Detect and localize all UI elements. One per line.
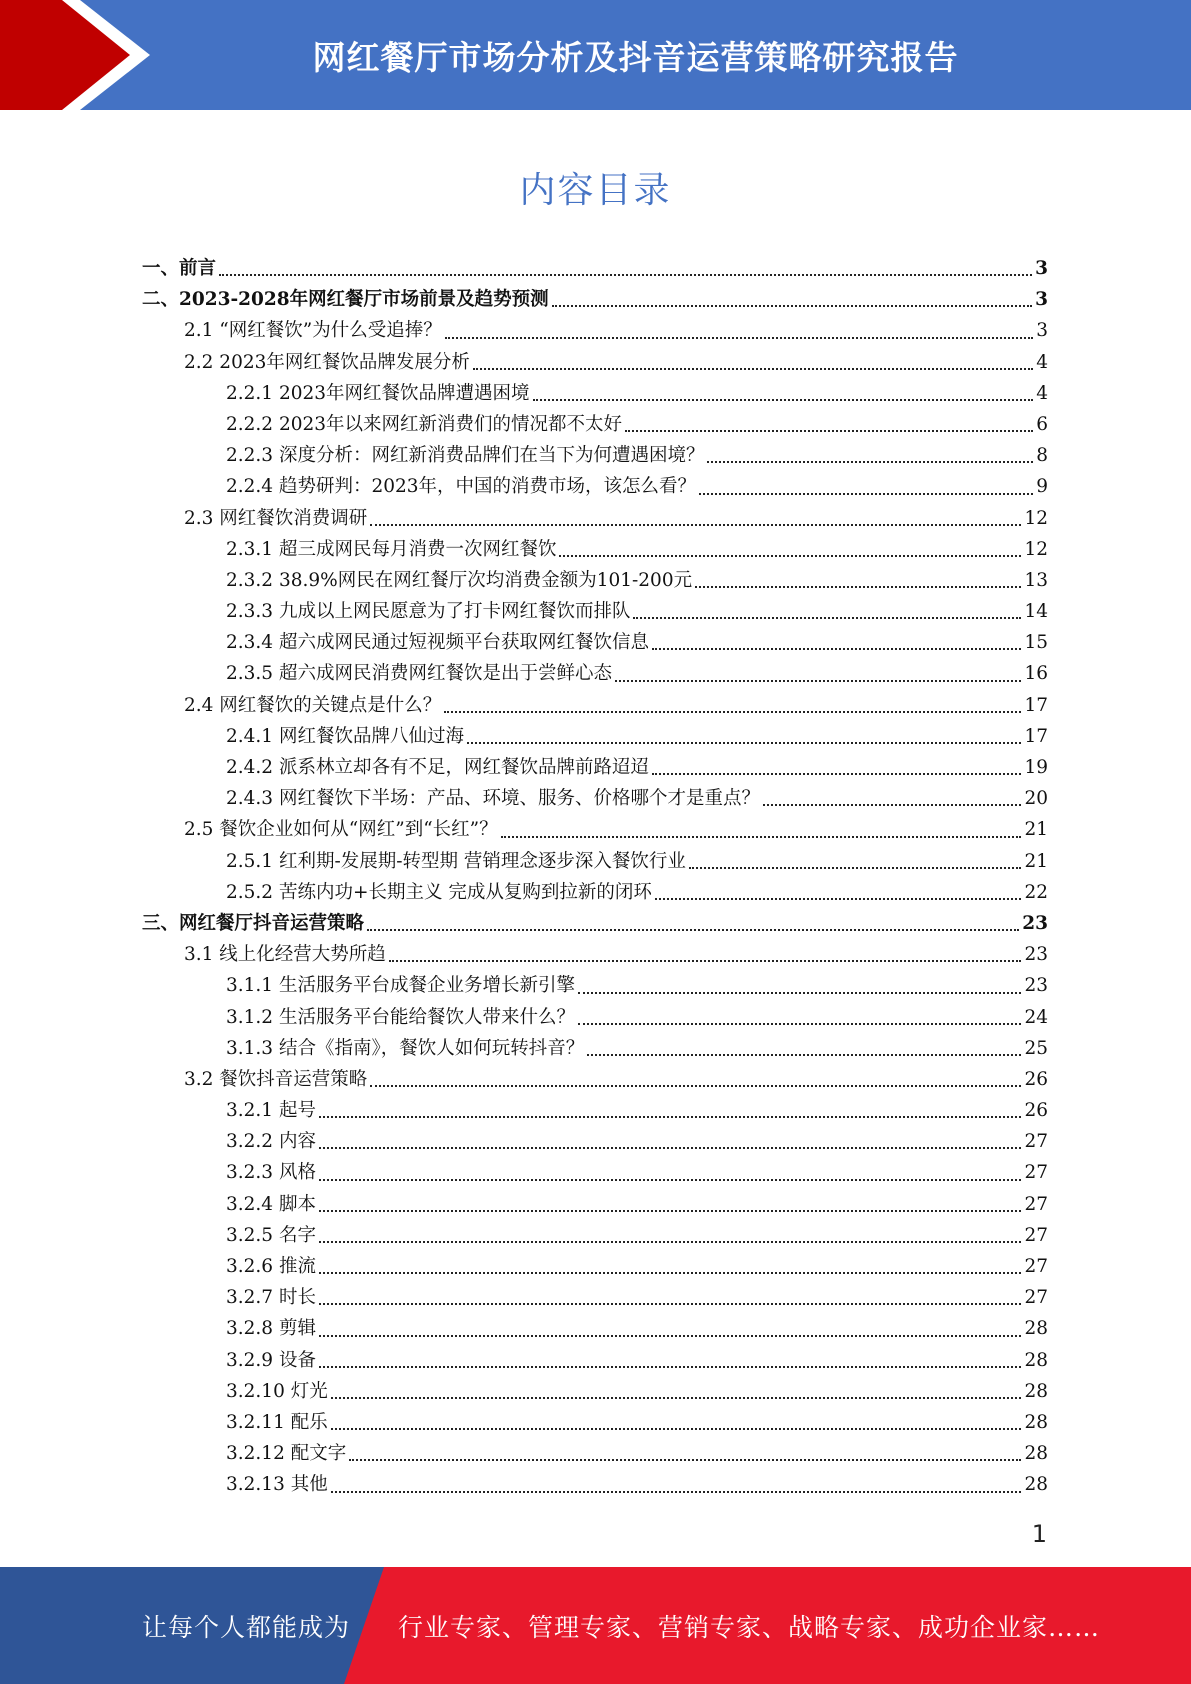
toc-dot-leader — [652, 772, 1021, 775]
toc-dot-leader — [319, 1115, 1022, 1118]
toc-entry[interactable] — [142, 1313, 1048, 1344]
page-number: 1 — [1031, 1520, 1047, 1548]
toc-dot-leader — [319, 1302, 1022, 1305]
toc-entry[interactable] — [142, 503, 1048, 534]
toc-entry-page: 14 — [1024, 601, 1048, 623]
toc-entry-page: 16 — [1024, 663, 1048, 685]
toc-entry-page: 27 — [1024, 1193, 1048, 1215]
toc-entry-title: 3.2.2 内容 — [226, 1131, 316, 1153]
toc-entry-page: 12 — [1024, 507, 1048, 529]
toc-entry-page: 23 — [1024, 975, 1048, 997]
toc-entry[interactable] — [142, 1033, 1048, 1064]
toc-dot-leader — [633, 616, 1021, 619]
toc-dot-leader — [689, 866, 1022, 869]
toc-entry-page: 6 — [1036, 413, 1048, 435]
toc-entry[interactable] — [142, 1469, 1048, 1500]
toc-dot-leader — [655, 897, 1022, 900]
toc-list — [142, 253, 1048, 1501]
toc-entry-page: 8 — [1036, 445, 1048, 467]
toc-dot-leader — [445, 336, 1034, 339]
toc-dot-leader — [552, 304, 1032, 307]
toc-entry[interactable] — [142, 1220, 1048, 1251]
toc-entry[interactable] — [142, 471, 1048, 502]
toc-entry-page: 4 — [1036, 382, 1048, 404]
toc-entry[interactable] — [142, 970, 1048, 1001]
toc-dot-leader — [559, 554, 1021, 557]
toc-entry-page: 17 — [1024, 725, 1048, 747]
toc-entry[interactable] — [142, 1189, 1048, 1220]
toc-entry-page: 27 — [1024, 1162, 1048, 1184]
toc-entry[interactable] — [142, 347, 1048, 378]
toc-entry-title: 3.2.10 灯光 — [226, 1380, 328, 1402]
toc-entry[interactable] — [142, 1282, 1048, 1313]
toc-entry-page: 3 — [1035, 289, 1048, 311]
toc-entry-title: 2.3.2 38.9%网民在网红餐厅次均消费金额为101-200元 — [226, 569, 693, 591]
toc-dot-leader — [707, 460, 1033, 463]
toc-entry-title: 2.1 “网红餐饮”为什么受追捧？ — [184, 320, 442, 342]
toc-entry[interactable] — [142, 877, 1048, 908]
toc-entry-title: 3.1 线上化经营大势所趋 — [184, 944, 386, 966]
toc-entry-title: 2.3 网红餐饮消费调研 — [184, 507, 368, 529]
toc-entry-page: 19 — [1024, 757, 1048, 778]
toc-entry-title: 2.3.1 超三成网民每月消费一次网红餐饮 — [226, 538, 557, 560]
toc-entry-page: 4 — [1036, 351, 1048, 373]
toc-entry-title: 3.1.3 结合《指南》，餐饮人如何玩转抖音？ — [226, 1037, 585, 1059]
toc-dot-leader — [578, 1022, 1021, 1025]
toc-entry-title: 3.2 餐饮抖音运营策略 — [184, 1068, 368, 1090]
toc-entry-page: 28 — [1024, 1318, 1048, 1340]
toc-entry-title: 二、2023-2028年网红餐厅市场前景及趋势预测 — [142, 289, 549, 311]
toc-dot-leader — [331, 1490, 1022, 1493]
toc-dot-leader — [319, 1334, 1022, 1337]
toc-dot-leader — [331, 1396, 1022, 1399]
toc-dot-leader — [695, 585, 1021, 588]
toc-entry-title: 3.2.9 设备 — [226, 1349, 316, 1371]
footer-slogan-right: 行业专家、管理专家、营销专家、战略专家、成功企业家…… — [398, 1612, 1101, 1642]
toc-dot-leader — [319, 1209, 1022, 1212]
toc-entry[interactable] — [142, 284, 1048, 315]
toc-entry-title: 2.4 网红餐饮的关键点是什么？ — [184, 694, 442, 716]
toc-entry[interactable] — [142, 596, 1048, 627]
toc-entry-page: 3 — [1036, 320, 1048, 342]
toc-entry-title: 3.2.7 时长 — [226, 1287, 316, 1309]
toc-entry-page: 13 — [1024, 569, 1048, 591]
toc-dot-leader — [319, 1240, 1022, 1243]
toc-dot-leader — [319, 1271, 1022, 1274]
toc-dot-leader — [444, 710, 1021, 713]
toc-entry-title: 2.2.4 趋势研判：2023年，中国的消费市场，该怎么看？ — [226, 476, 697, 498]
toc-entry-title: 2.2.1 2023年网红餐饮品牌遭遇困境 — [226, 382, 530, 404]
toc-entry[interactable] — [142, 1251, 1048, 1282]
toc-dot-leader — [501, 835, 1022, 838]
toc-entry[interactable] — [142, 846, 1048, 877]
toc-entry-page: 23 — [1024, 944, 1048, 966]
toc-entry-title: 2.5 餐饮企业如何从“网红”到“长红”？ — [184, 819, 498, 841]
toc-dot-leader — [219, 273, 1032, 276]
toc-dot-leader — [319, 1178, 1022, 1181]
toc-entry-title: 2.4.2 派系林立却各有不足，网红餐饮品牌前路迢迢 — [226, 757, 649, 778]
toc-dot-leader — [587, 1053, 1021, 1056]
toc-entry[interactable] — [142, 783, 1048, 814]
toc-dot-leader — [533, 398, 1034, 401]
toc-entry-page: 28 — [1024, 1443, 1048, 1465]
toc-entry-page: 15 — [1024, 632, 1048, 654]
toc-entry-title: 2.3.5 超六成网民消费网红餐饮是出于尝鲜心态 — [226, 663, 612, 685]
toc-entry-page: 25 — [1024, 1037, 1048, 1059]
toc-dot-leader — [473, 367, 1033, 370]
header-band — [0, 0, 1191, 110]
toc-entry[interactable] — [142, 939, 1048, 970]
toc-entry-title: 2.5.2 苦练内功+长期主义 完成从复购到拉新的闭环 — [226, 881, 652, 903]
toc-entry[interactable] — [142, 1002, 1048, 1033]
toc-entry-title: 2.5.1 红利期-发展期-转型期 营销理念逐步深入餐饮行业 — [226, 850, 686, 872]
toc-entry[interactable] — [142, 440, 1048, 471]
toc-entry[interactable] — [142, 253, 1048, 284]
footer-slogan-left: 让每个人都能成为 — [142, 1612, 351, 1642]
toc-entry-title: 3.2.4 脚本 — [226, 1193, 316, 1215]
toc-entry[interactable] — [142, 378, 1048, 409]
toc-entry[interactable] — [142, 1064, 1048, 1095]
toc-entry-page: 23 — [1022, 912, 1048, 934]
toc-entry[interactable] — [142, 315, 1048, 346]
toc-entry-page: 28 — [1024, 1349, 1048, 1371]
toc-entry[interactable] — [142, 1157, 1048, 1188]
toc-dot-leader — [578, 991, 1021, 994]
footer-band — [0, 1567, 1191, 1684]
toc-entry[interactable] — [142, 814, 1048, 845]
toc-entry-page: 28 — [1024, 1474, 1048, 1496]
toc-entry-page: 17 — [1024, 694, 1048, 716]
toc-entry-page: 22 — [1024, 881, 1048, 903]
toc-dot-leader — [625, 429, 1033, 432]
toc-entry[interactable] — [142, 721, 1048, 752]
toc-entry-title: 2.3.4 超六成网民通过短视频平台获取网红餐饮信息 — [226, 632, 649, 654]
toc-entry[interactable] — [142, 565, 1048, 596]
toc-entry-title: 3.1.2 生活服务平台能给餐饮人带来什么？ — [226, 1006, 575, 1028]
toc-entry[interactable] — [142, 1438, 1048, 1469]
toc-dot-leader — [349, 1458, 1021, 1461]
toc-entry-title: 3.2.13 其他 — [226, 1474, 328, 1496]
toc-entry-page: 27 — [1024, 1131, 1048, 1153]
toc-entry-title: 3.2.12 配文字 — [226, 1443, 347, 1465]
toc-entry[interactable] — [142, 627, 1048, 658]
toc-entry[interactable] — [142, 658, 1048, 689]
toc-entry-page: 21 — [1024, 850, 1048, 872]
toc-entry[interactable] — [142, 534, 1048, 565]
toc-dot-leader — [615, 679, 1021, 682]
toc-dot-leader — [699, 492, 1033, 495]
toc-dot-leader — [331, 1427, 1022, 1430]
toc-entry-title: 2.4.1 网红餐饮品牌八仙过海 — [226, 725, 464, 747]
toc-entry-page: 12 — [1024, 538, 1048, 560]
toc-entry[interactable] — [142, 1095, 1048, 1126]
toc-entry[interactable] — [142, 690, 1048, 721]
toc-entry-title: 3.2.1 起号 — [226, 1100, 316, 1122]
toc-heading: 内容目录 — [519, 170, 672, 211]
report-title: 网红餐厅市场分析及抖音运营策略研究报告 — [312, 37, 959, 77]
toc-entry-title: 3.2.8 剪辑 — [226, 1318, 316, 1340]
toc-entry-page: 26 — [1024, 1100, 1048, 1122]
toc-entry-title: 2.2.3 深度分析：网红新消费品牌们在当下为何遭遇困境？ — [226, 445, 705, 467]
toc-entry-title: 3.1.1 生活服务平台成餐企业务增长新引擎 — [226, 975, 575, 997]
toc-entry-page: 3 — [1035, 258, 1048, 279]
toc-dot-leader — [367, 928, 1019, 931]
toc-entry-page: 9 — [1036, 476, 1048, 498]
toc-entry[interactable] — [142, 1126, 1048, 1157]
toc-entry-page: 28 — [1024, 1411, 1048, 1433]
toc-entry-title: 2.2 2023年网红餐饮品牌发展分析 — [184, 351, 470, 373]
toc-entry-title: 3.2.11 配乐 — [226, 1411, 328, 1433]
toc-dot-leader — [370, 1084, 1021, 1087]
toc-entry-page: 27 — [1024, 1224, 1048, 1246]
toc-dot-leader — [389, 959, 1022, 962]
toc-entry-title: 3.2.6 推流 — [226, 1256, 316, 1277]
toc-entry-page: 21 — [1024, 819, 1048, 841]
toc-entry-title: 2.4.3 网红餐饮下半场：产品、环境、服务、价格哪个才是重点？ — [226, 788, 760, 810]
toc-entry-page: 20 — [1024, 788, 1048, 810]
toc-entry[interactable] — [142, 1376, 1048, 1407]
toc-entry-page: 27 — [1024, 1287, 1048, 1309]
toc-entry-page: 24 — [1024, 1006, 1048, 1028]
toc-entry[interactable] — [142, 908, 1048, 939]
toc-entry-title: 一、前言 — [142, 258, 217, 279]
toc-entry-title: 3.2.5 名字 — [226, 1224, 316, 1246]
toc-entry[interactable] — [142, 1407, 1048, 1438]
toc-entry-title: 2.3.3 九成以上网民愿意为了打卡网红餐饮而排队 — [226, 601, 631, 623]
toc-dot-leader — [319, 1365, 1022, 1368]
toc-dot-leader — [652, 647, 1021, 650]
toc-entry-title: 3.2.3 风格 — [226, 1162, 316, 1184]
toc-entry-title: 2.2.2 2023年以来网红新消费们的情况都不太好 — [226, 413, 623, 435]
toc-entry-title: 三、网红餐厅抖音运营策略 — [142, 912, 365, 934]
toc-dot-leader — [467, 741, 1021, 744]
toc-entry[interactable] — [142, 752, 1048, 783]
toc-entry[interactable] — [142, 409, 1048, 440]
toc-entry[interactable] — [142, 1345, 1048, 1376]
toc-entry-page: 27 — [1024, 1256, 1048, 1277]
toc-entry-page: 28 — [1024, 1380, 1048, 1402]
toc-dot-leader — [370, 523, 1021, 526]
toc-dot-leader — [319, 1146, 1022, 1149]
toc-entry-page: 26 — [1024, 1068, 1048, 1090]
toc-dot-leader — [763, 803, 1021, 806]
